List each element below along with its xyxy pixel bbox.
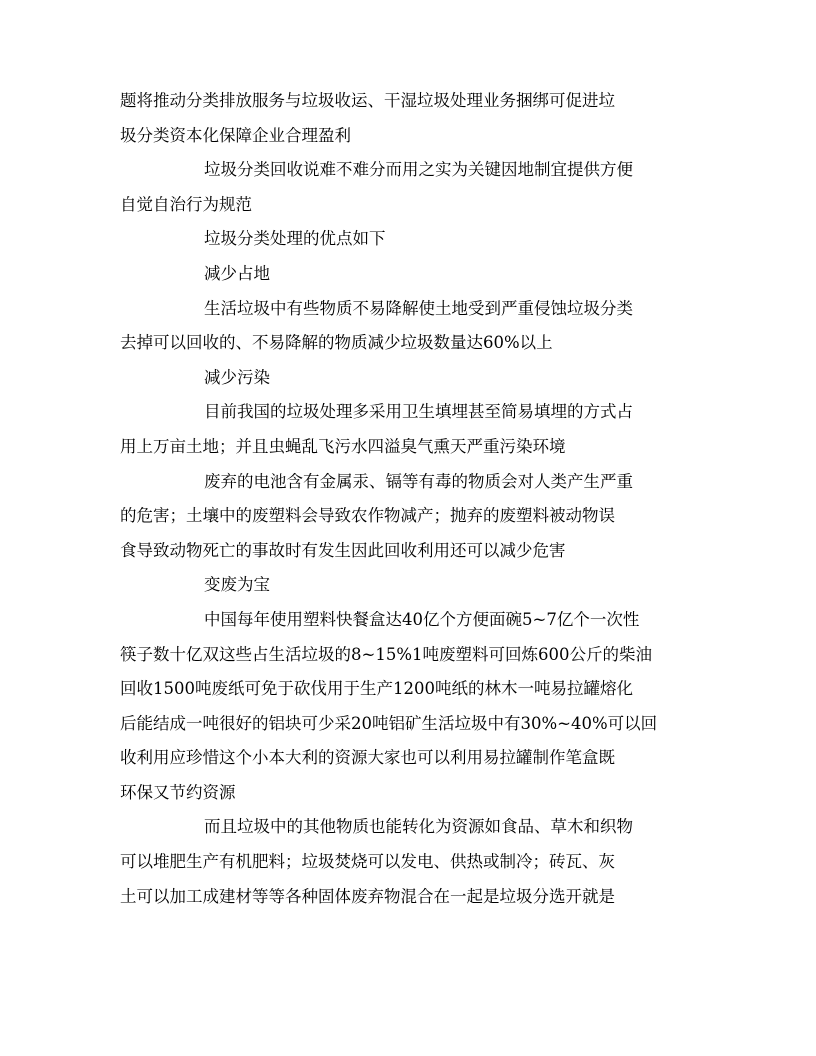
text-line: 可以堆肥生产有机肥料；垃圾焚烧可以发电、供热或制冷；砖瓦、灰 bbox=[120, 852, 615, 872]
text-line: 的危害；土壤中的废塑料会导致农作物减产；抛弃的废塑料被动物误 bbox=[120, 506, 615, 526]
text-line: 垃圾分类回收说难不难分而用之实为关键因地制宜提供方便 bbox=[204, 160, 633, 180]
text-line: 垃圾分类处理的优点如下 bbox=[204, 229, 386, 249]
text-line: 筷子数十亿双这些占生活垃圾的8~15%1吨废塑料可回炼600公斤的柴油 bbox=[120, 644, 652, 664]
text-line: 食导致动物死亡的事故时有发生因此回收利用还可以减少危害 bbox=[120, 540, 566, 560]
text-line: 而且垃圾中的其他物质也能转化为资源如食品、草木和织物 bbox=[204, 817, 633, 837]
body-text bbox=[120, 84, 700, 914]
text-line: 后能结成一吨很好的铝块可少采20吨铝矿生活垃圾中有30%~40%可以回 bbox=[120, 713, 658, 733]
text-line: 土可以加工成建材等等各种固体废弃物混合在一起是垃圾分选开就是 bbox=[120, 886, 615, 906]
text-line: 生活垃圾中有些物质不易降解使土地受到严重侵蚀垃圾分类 bbox=[204, 298, 633, 318]
text-line: 自觉自治行为规范 bbox=[120, 194, 252, 214]
text-line: 题将推动分类排放服务与垃圾收运、干湿垃圾处理业务捆绑可促进垃 bbox=[120, 91, 615, 110]
text-line: 目前我国的垃圾处理多采用卫生填埋甚至简易填埋的方式占 bbox=[204, 402, 633, 422]
text-line: 去掉可以回收的、不易降解的物质减少垃圾数量达60%以上 bbox=[120, 333, 553, 353]
text-line: 回收1500吨废纸可免于砍伐用于生产1200吨纸的林木一吨易拉罐熔化 bbox=[120, 679, 633, 699]
text-line: 环保又节约资源 bbox=[120, 782, 236, 802]
text-line: 收利用应珍惜这个小本大利的资源大家也可以利用易拉罐制作笔盒既 bbox=[120, 748, 615, 768]
text-line: 用上万亩土地；并且虫蝇乱飞污水四溢臭气熏天严重污染环境 bbox=[120, 436, 566, 456]
text-line: 减少占地 bbox=[204, 263, 270, 283]
text-line: 变废为宝 bbox=[204, 575, 270, 595]
text-line: 圾分类资本化保障企业合理盈利 bbox=[120, 125, 351, 145]
text-line: 减少污染 bbox=[204, 367, 270, 387]
text-line: 中国每年使用塑料快餐盒达40亿个方便面碗5~7亿个一次性 bbox=[204, 609, 640, 629]
text-line: 废弃的电池含有金属汞、镉等有毒的物质会对人类产生严重 bbox=[204, 471, 633, 491]
